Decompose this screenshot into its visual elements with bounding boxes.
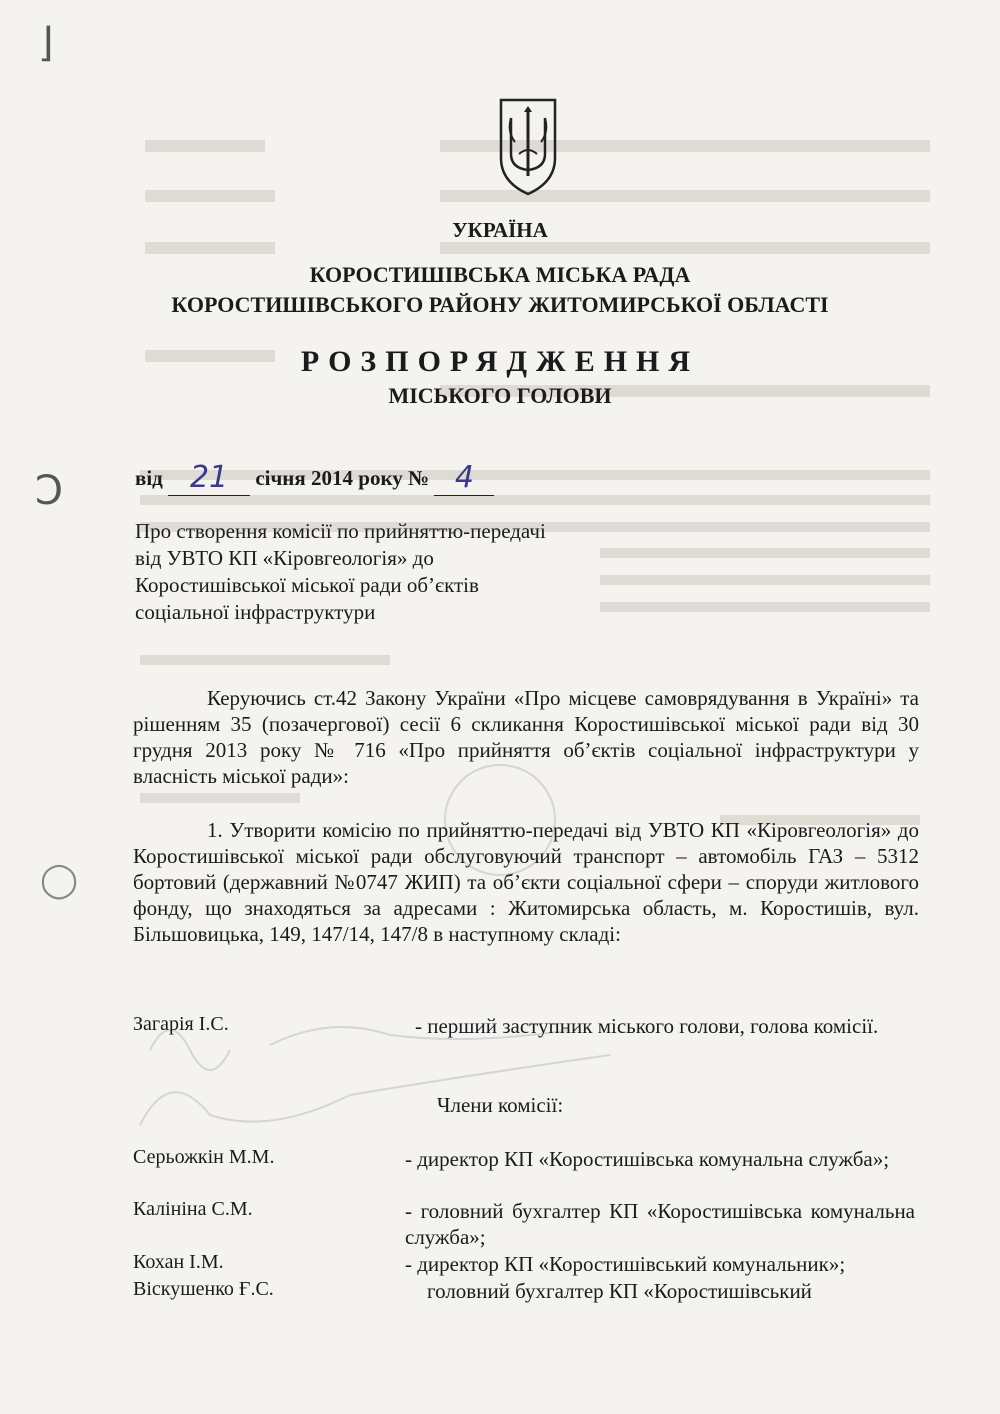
member-name: Серьожкін М.М. [133,1146,275,1168]
district-heading: КОРОСТИШІВСЬКОГО РАЙОНУ ЖИТОМИРСЬКОЇ ОБЛАСТІ [171,292,829,317]
member-name: Калініна С.М. [133,1198,253,1220]
subject-block [135,518,595,626]
edge-mark: Ↄ [35,468,64,514]
date-month-year: січня 2014 року № [255,466,430,490]
preamble-paragraph: Керуючись ст.42 Закону України «Про місцеве самоврядування в Україні» та рішенням 35 (позачергової) сесії 6 скликання Коростишівської міської ради від 30 грудня 2013 року № 716 «Про прийняття об’єктів соціальної інфраструктури у власність міської ради»: [133,686,919,788]
date-line [135,458,494,494]
handwritten-day: 21 [189,460,229,495]
members-heading: Члени комісії: [436,1093,564,1117]
issuer-heading: МІСЬКОГО ГОЛОВИ [388,383,612,408]
member-role: головний бухгалтер КП «Коростишівський [427,1279,812,1303]
edge-mark: ⌋ [38,20,54,66]
date-prefix: від [135,466,163,490]
coat-of-arms-icon [497,98,559,196]
chair-name: Загарія І.С. [133,1013,229,1035]
subject-line: Про створення комісії по прийняттю-передачі [135,519,546,543]
item-1-paragraph: 1. Утворити комісію по прийняттю-передачі від УВТО КП «Кіровгеологія» до Коростишівської міської ради обслуговуючий транспорт – автомобіль ГАЗ – 5312 бортовий (державний №0747 ЖИП) та об’єкти соціальної сфери – споруди житлового фонду, що знаходяться за адресами : Житомирська область, м. Коростишів, вул. Більшовицька, 149, 147/14, 147/8 в наступному складі: [133,818,919,946]
subject-line: соціальної інфраструктури [135,600,376,624]
council-heading: КОРОСТИШІВСЬКА МІСЬКА РАДА [309,262,691,287]
chair-role: - перший заступник міського голови, голова комісії. [415,1014,879,1038]
country-heading: УКРАЇНА [452,218,548,242]
document-type-heading: РОЗПОРЯДЖЕННЯ [300,345,700,378]
subject-line: Коростишівської міської ради об’єктів [135,573,479,597]
member-name: Віскушенко Ғ.С. [133,1278,274,1300]
edge-mark: ◯ [40,860,79,900]
member-role: - директор КП «Коростишівський комунальник»; [405,1252,846,1276]
member-name: Кохан І.М. [133,1251,224,1273]
member-role: - головний бухгалтер КП «Коростишівська комунальна служба»; [405,1199,915,1249]
handwritten-number: 4 [454,460,474,495]
member-role: - директор КП «Коростишівська комунальна служба»; [405,1147,890,1171]
subject-line: від УВТО КП «Кіровгеологія» до [135,546,434,570]
